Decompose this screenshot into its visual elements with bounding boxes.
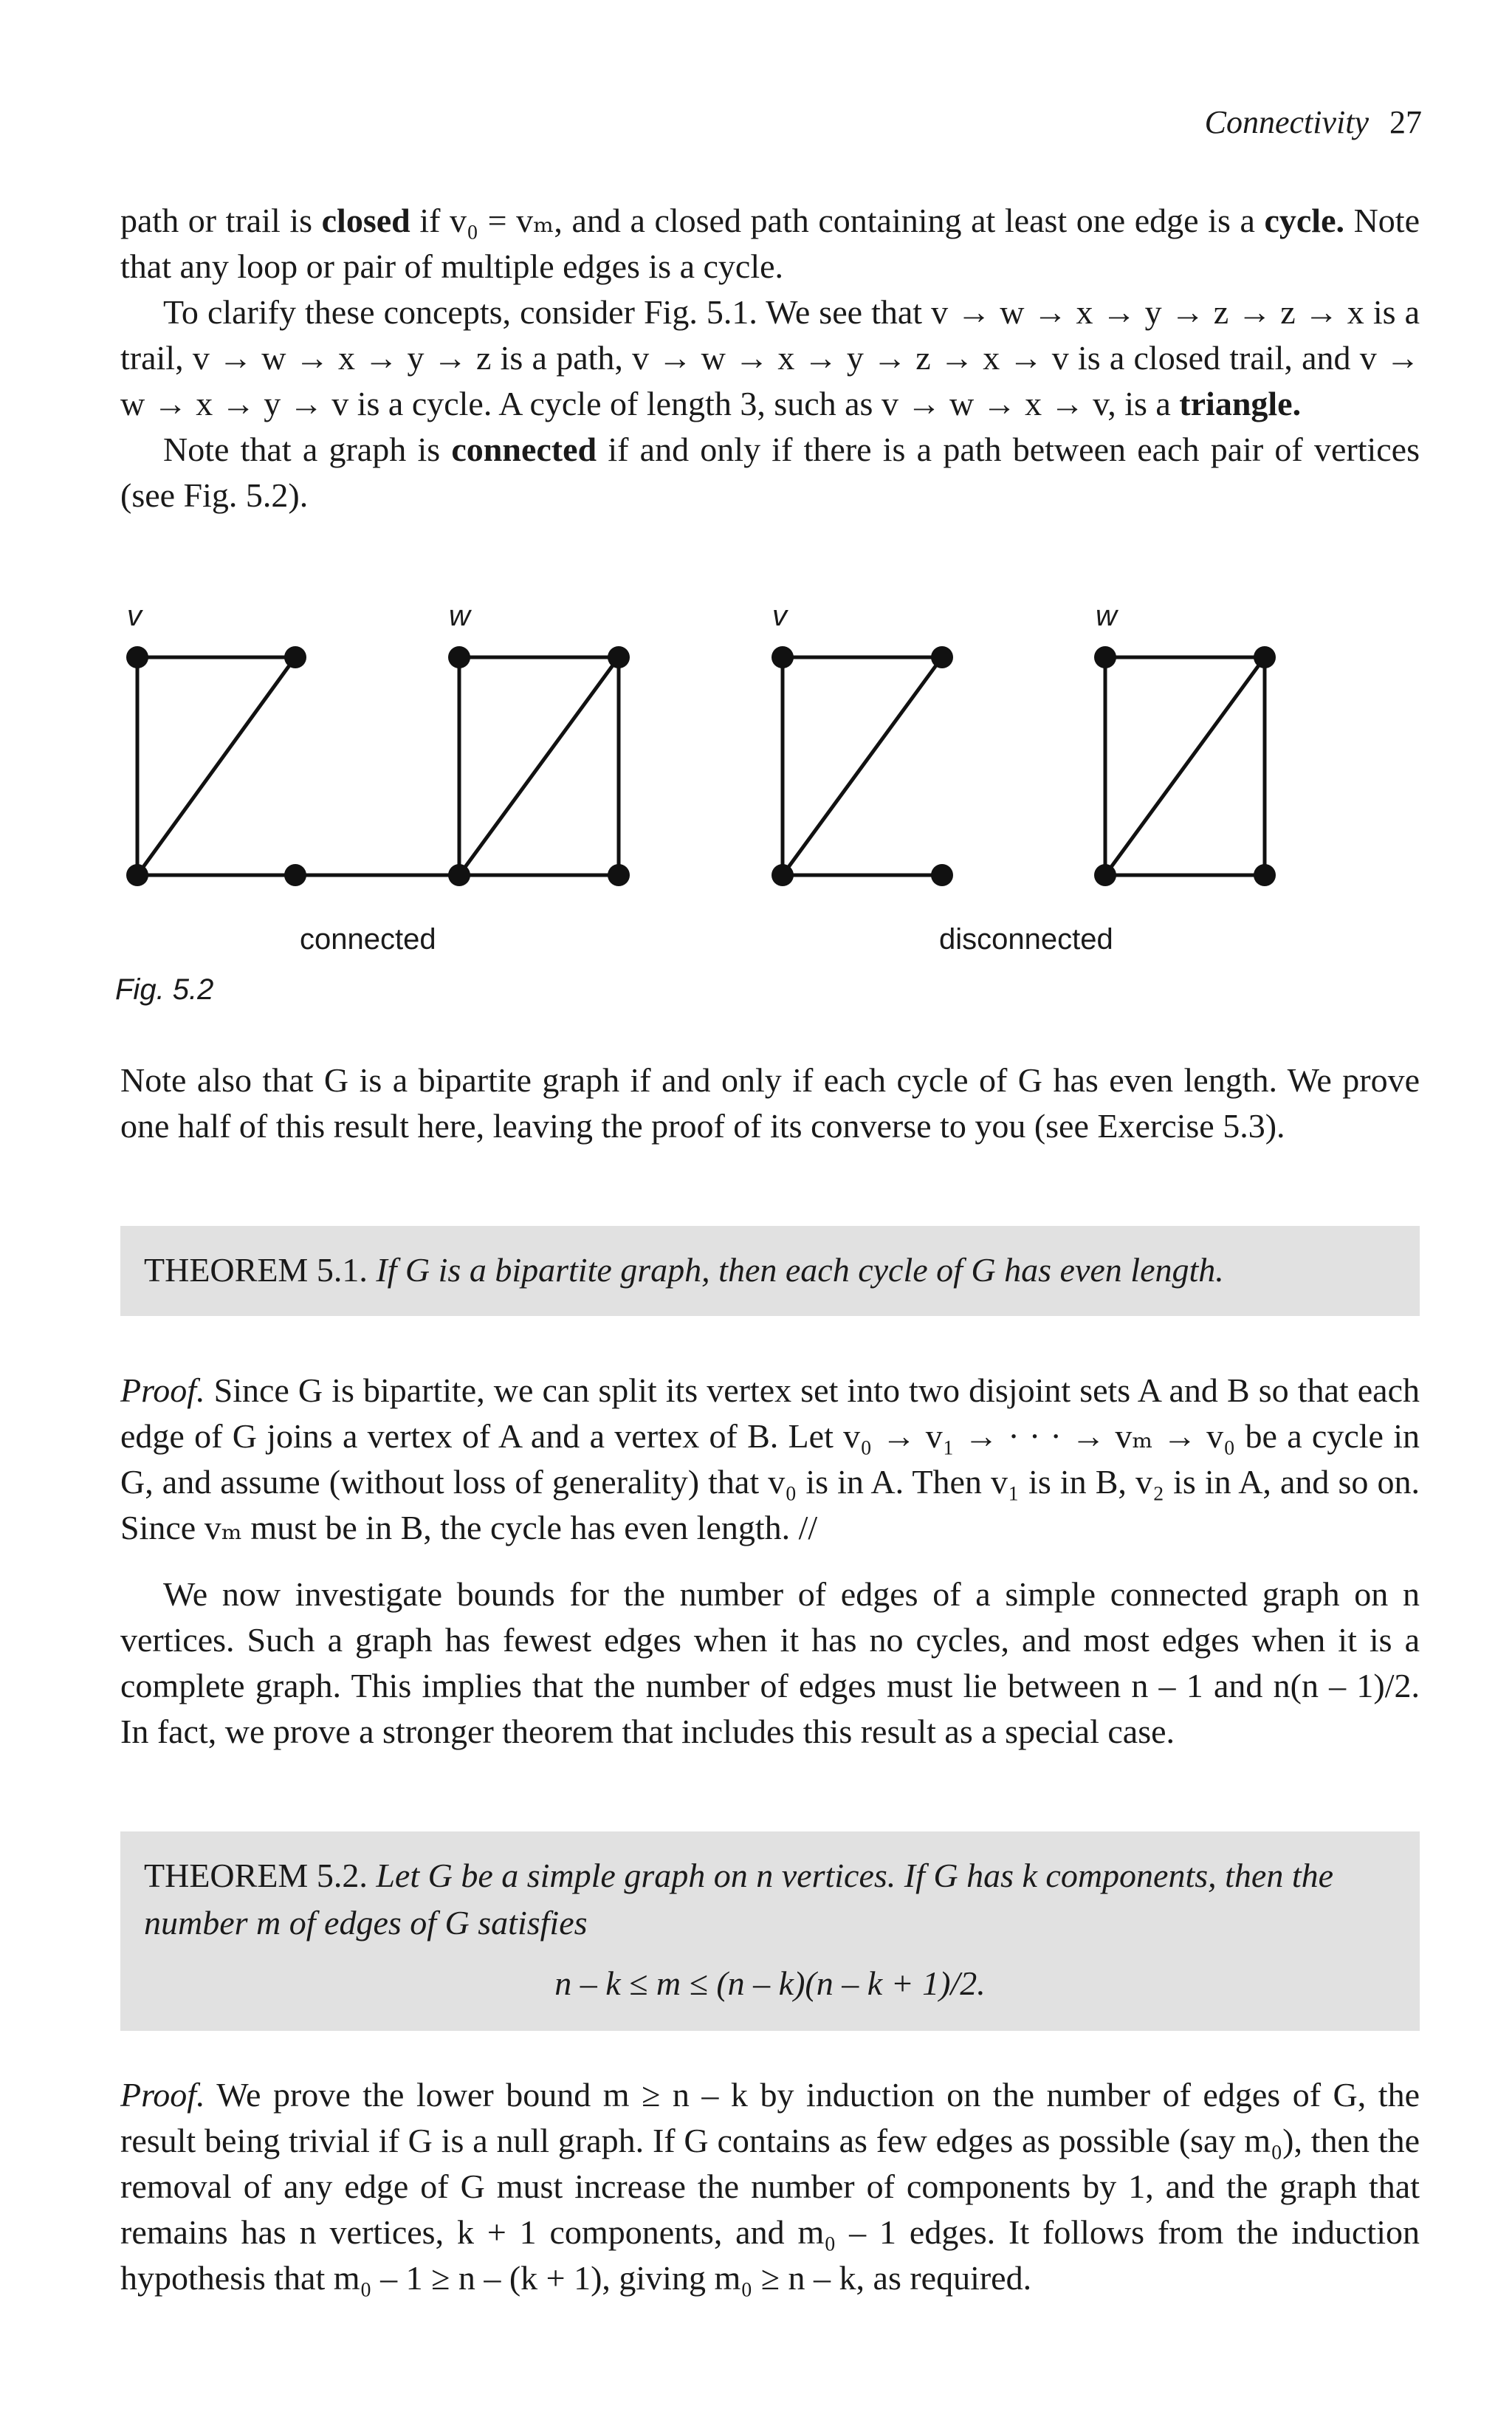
theorem-5-2-statement: Let G be a simple graph on n vertices. If G has k components, then the number m of edges of G satisfies — [144, 1857, 1334, 1942]
bounds-paragraph: We now investigate bounds for the number of edges of a simple connected graph on n vertices. Such a graph has fewest edges when it has no cycles, and most edges when it is a complete graph. This implies that the number of edges must lie between n – 1 and n(n – 1)/2. In fact, we prove a stronger theorem that includes this result as a special case. — [120, 1575, 1420, 1750]
vertex — [1254, 646, 1276, 668]
proof-5-2: Proof. We prove the lower bound m ≥ n – k by induction on the number of edges of G, the result being trivial if G is a null graph. If G contains as few edges as possible (say m₀), then the removal of any edge of G must increase the number of components by 1, and the graph that remains has n vertices, k + 1 components, and m₀ – 1 edges. It follows from the induction hypothesis that m₀ – 1 ≥ n – (k + 1), giving m₀ ≥ n – k, as required. — [120, 2076, 1420, 2297]
theorem-5-2-formula: n – k ≤ m ≤ (n – k)(n – k + 1)/2. — [554, 1964, 986, 2002]
paragraph-closed-cycle: path or trail is closed if v₀ = vₘ, and a closed path containing at least one edge is a cycle. Note that any loop or pair of multiple edges is a cycle. — [120, 202, 1420, 285]
connected-label: connected — [300, 923, 436, 956]
vertex — [931, 646, 953, 668]
vertex — [126, 646, 148, 668]
proof-label: Proof. — [120, 2076, 205, 2114]
vertex — [126, 864, 148, 886]
vertex — [448, 646, 470, 668]
edge — [1105, 657, 1265, 875]
edge — [783, 657, 942, 875]
disconnected-label: disconnected — [939, 923, 1113, 956]
figure-5-2 — [111, 598, 1425, 1012]
vertex — [448, 864, 470, 886]
vertex — [284, 646, 306, 668]
paragraph-connected: Note that a graph is connected if and only if there is a path between each pair of vertices (see Fig. 5.2). — [120, 431, 1420, 514]
proof-label: Proof. — [120, 1371, 205, 1409]
theorem-5-2-label: THEOREM 5.2. — [144, 1857, 368, 1894]
term-closed: closed — [321, 202, 410, 239]
vertex — [1254, 864, 1276, 886]
theorem-5-1-box — [120, 1226, 1420, 1316]
vertex-label-v: v — [772, 600, 787, 632]
vertex — [284, 864, 306, 886]
disconnected-graph-edges — [783, 657, 1265, 875]
page-number: 27 — [1389, 104, 1422, 140]
disconnected-graph-vertices — [772, 646, 1276, 886]
term-triangle: triangle. — [1179, 385, 1302, 422]
connected-graph-edges — [137, 657, 619, 875]
vertex-label-w: w — [449, 600, 470, 632]
theorem-5-1-label: THEOREM 5.1. — [144, 1251, 368, 1289]
vertex — [1094, 646, 1116, 668]
theorem-5-1-statement: If G is a bipartite graph, then each cycle of G has even length. — [376, 1251, 1224, 1289]
paragraph-examples: To clarify these concepts, consider Fig. 5.1. We see that v → w → x → y → z → z → x is a trail, v → w → x → y → z is a path, v → w → x → y → z → x → v is a closed trail, and v → w → x → y → v is a cycle. A cycle of length 3, such as v → w → x → v, is a triangle. — [120, 293, 1420, 422]
proof-5-1: Proof. Since G is bipartite, we can split its vertex set into two disjoint sets A and B so that each edge of G joins a vertex of A and a vertex of B. Let v₀ → v₁ → · · · → vₘ → v₀ be a cycle in G, and assume (without loss of generality) that v₀ is in A. Then v₁ is in B, v₂ is in A, and so on. Since vₘ must be in B, the cycle has even length. // — [120, 1371, 1420, 1546]
running-header — [1205, 103, 1422, 141]
running-title: Connectivity — [1204, 104, 1369, 140]
term-cycle: cycle. — [1264, 202, 1344, 239]
vertex — [772, 646, 794, 668]
connected-graph-vertices — [126, 646, 630, 886]
edge — [459, 657, 619, 875]
figure-caption: Fig. 5.2 — [115, 973, 214, 1006]
theorem-5-2-box — [120, 1831, 1420, 2031]
intro-text — [120, 198, 1420, 518]
vertex-label-v: v — [127, 600, 142, 632]
vertex-label-w: w — [1096, 600, 1117, 632]
term-connected: connected — [451, 431, 597, 468]
bipartite-paragraph: Note also that G is a bipartite graph if and only if each cycle of G has even length. We prove one half of this result here, leaving the proof of its converse to you (see Exercise 5.3). — [120, 1061, 1420, 1145]
vertex — [608, 646, 630, 668]
edge — [137, 657, 295, 875]
vertex — [1094, 864, 1116, 886]
vertex — [608, 864, 630, 886]
vertex — [772, 864, 794, 886]
vertex — [931, 864, 953, 886]
